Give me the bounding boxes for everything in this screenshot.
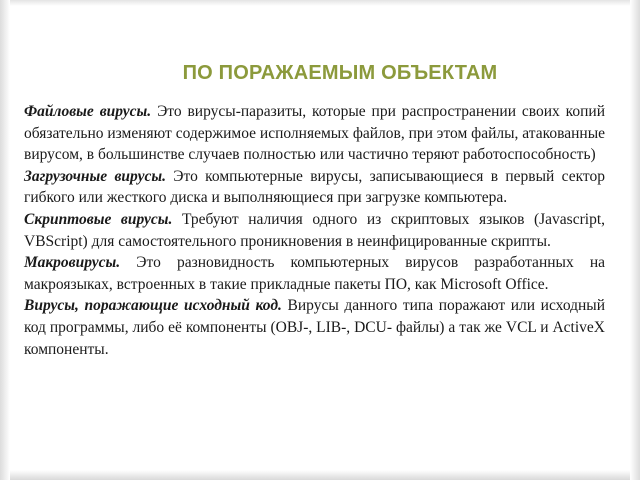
paragraph-file-viruses — [24, 101, 605, 166]
description-macro-viruses: Это разновидность компьютерных вирусов разработанных на макроязыках, встроенных в такие прикладные пакеты ПО, как Microsoft Office. — [24, 254, 606, 293]
paragraph-macro-viruses — [24, 252, 605, 295]
paragraph-boot-viruses — [24, 166, 605, 209]
description-source-code-viruses: Вирусы данного типа поражают или исходный код программы, либо её компоненты (OBJ-, LIB-, DCU- файлы) а так же VCL и ActiveX компоненты. — [24, 297, 606, 358]
paragraph-script-viruses — [24, 209, 605, 252]
description-file-viruses: Это вирусы-паразиты, которые при распространении своих копий обязательно изменяют содержимое исполняемых файлов, при этом файлы, атакованные вирусом, в большинстве случаев полностью или частично теряют работоспособность) — [24, 103, 606, 164]
term-script-viruses: Скриптовые вирусы. — [24, 210, 173, 228]
slide-frame-bottom — [0, 470, 640, 480]
term-file-viruses: Файловые вирусы. — [24, 103, 152, 120]
term-macro-viruses: Макровирусы. — [24, 254, 121, 272]
paragraph-source-code-viruses — [24, 295, 605, 360]
description-boot-viruses: Это компьютерные вирусы, записывающиеся в первый сектор гибкого или жесткого диска и выполняющиеся при загрузке компьютера. — [24, 167, 605, 207]
slide-body — [24, 101, 605, 360]
slide-frame-top — [0, 0, 640, 6]
term-source-code-viruses: Вирусы, поражающие исходный код. — [24, 297, 282, 315]
slide-title: ПО ПОРАЖАЕМЫМ ОБЪЕКТАМ — [182, 62, 498, 84]
description-script-viruses: Требуют наличия одного из скриптовых языков (Javascript, VBScript) для самостоятельного проникновения в неинфицированные скрипты. — [24, 210, 605, 250]
term-boot-viruses: Загрузочные вирусы. — [24, 167, 166, 185]
